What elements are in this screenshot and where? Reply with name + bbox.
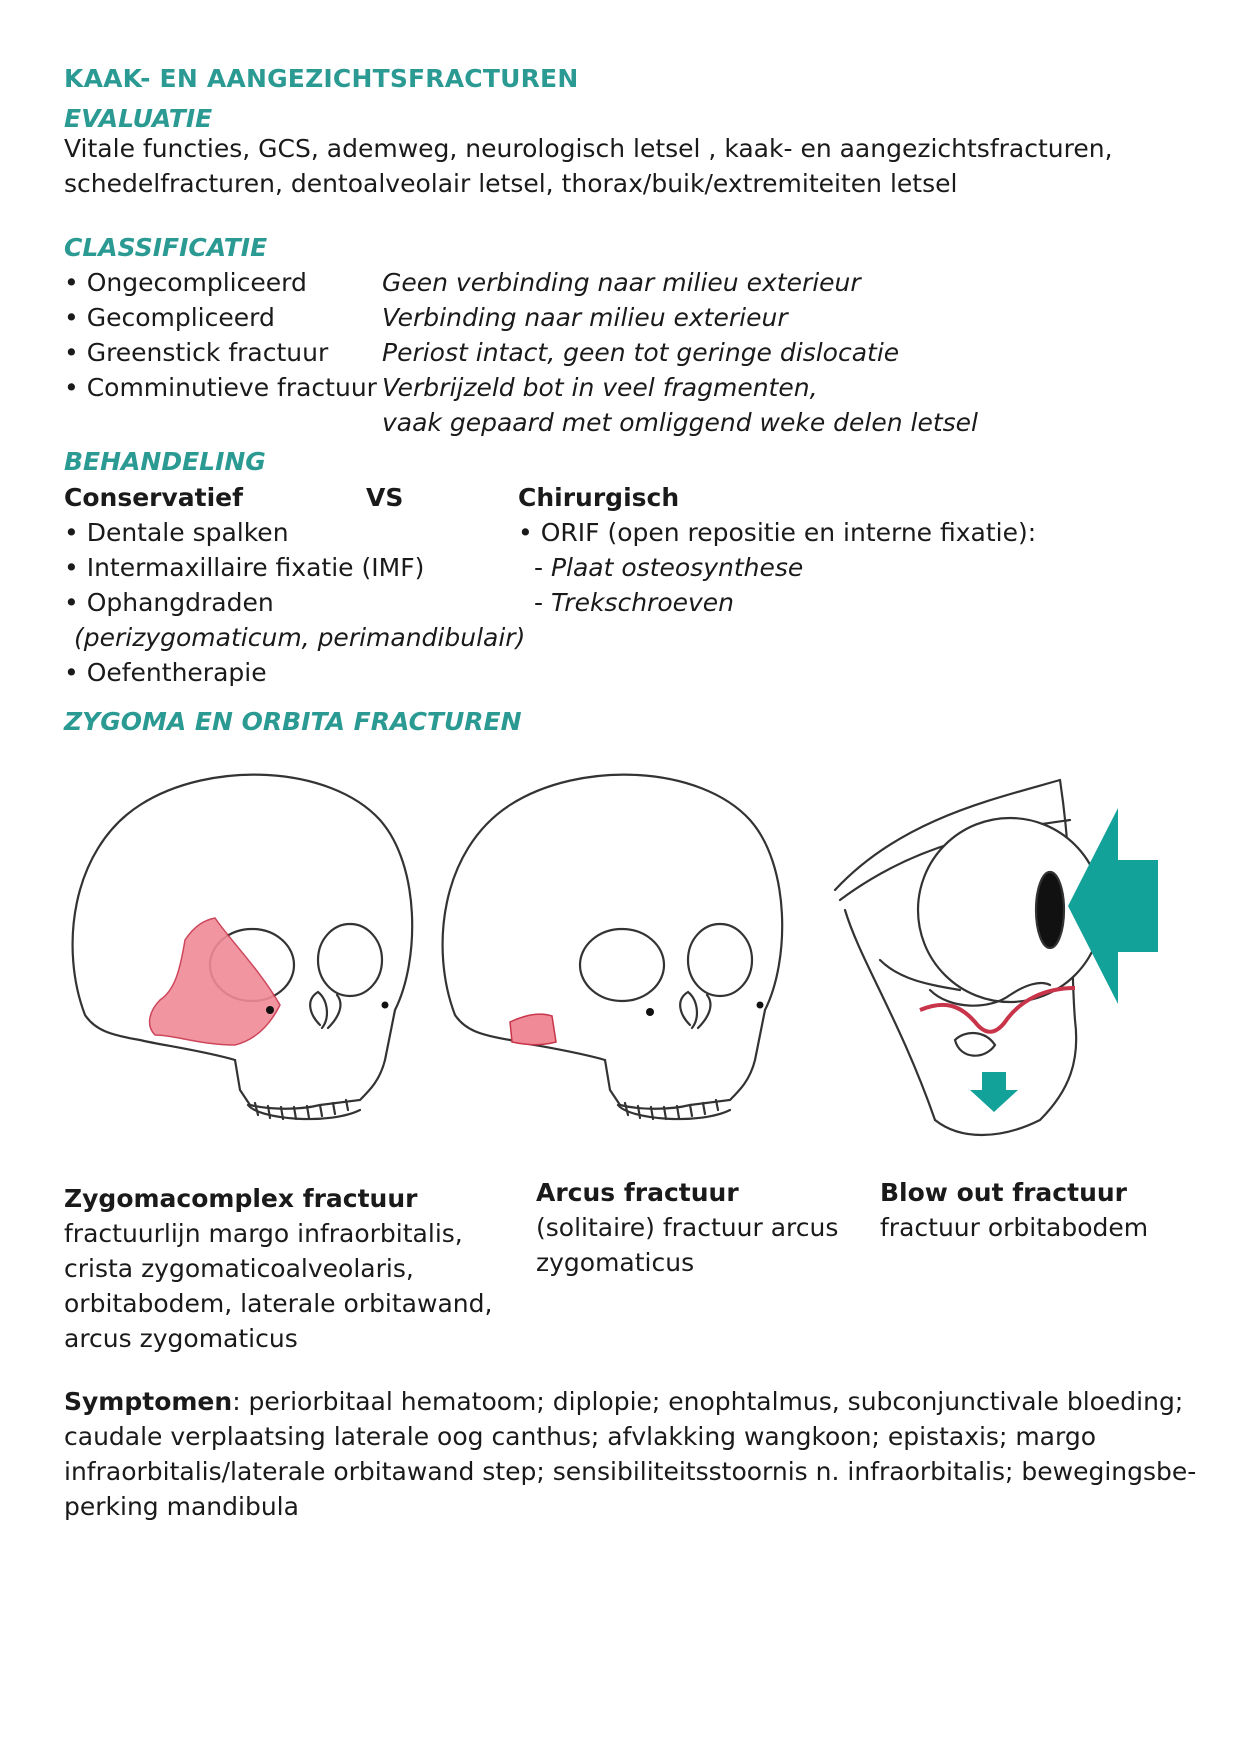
chirurgisch-subitem: - Trekschroeven xyxy=(534,588,735,617)
symptomen-line: caudale verplaatsing laterale oog canthus; afvlakking wangkoon; epistaxis; margo xyxy=(64,1422,1097,1451)
symptomen-line xyxy=(64,1384,1183,1419)
symptomen-line: perking mandibula xyxy=(64,1492,299,1521)
fracture-illustrations xyxy=(0,760,1240,1160)
caption-line: fractuurlijn margo infraorbitalis, xyxy=(64,1219,463,1248)
zygoma-heading: ZYGOMA EN ORBITA FRACTUREN xyxy=(64,707,522,736)
caption-line: zygomaticus xyxy=(536,1248,695,1277)
foramen-dot xyxy=(757,1002,764,1009)
chirurgisch-subitem-text: Plaat osteosynthese xyxy=(550,553,804,582)
vs-label: VS xyxy=(366,483,404,512)
down-arrow-icon xyxy=(970,1072,1018,1112)
caption-title-zygomacomplex: Zygomacomplex fractuur xyxy=(64,1184,418,1213)
classificatie-desc: vaak gepaard met omliggend weke delen letsel xyxy=(382,408,978,437)
chirurgisch-subitem: - Plaat osteosynthese xyxy=(534,553,804,582)
symptomen-line: infraorbitalis/laterale orbitawand step; sensibiliteitsstoornis n. infraorbitalis; bewegingsbe- xyxy=(64,1457,1197,1486)
caption-line: arcus zygomaticus xyxy=(64,1324,298,1353)
infraorbital-foramen-dot xyxy=(266,1006,274,1014)
caption-line: fractuur orbitabodem xyxy=(880,1213,1149,1242)
page-title: KAAK- EN AANGEZICHTSFRACTUREN xyxy=(64,64,579,93)
foramen-dot xyxy=(646,1008,654,1016)
conservatief-title: Conservatief xyxy=(64,483,244,512)
symptomen-text: : periorbitaal hematoom; diplopie; enophtalmus, subconjunctivale bloeding; xyxy=(232,1387,1184,1416)
classificatie-term: • Comminutieve fractuur xyxy=(64,373,377,402)
caption-title-blowout: Blow out fractuur xyxy=(880,1178,1127,1207)
caption-line: orbitabodem, laterale orbitawand, xyxy=(64,1289,493,1318)
arcus-fracture-area xyxy=(510,1014,556,1044)
classificatie-row xyxy=(64,370,818,405)
evaluatie-heading: EVALUATIE xyxy=(64,104,213,133)
classificatie-term: • Gecompliceerd xyxy=(64,303,275,332)
conservatief-item: • Ophangdraden xyxy=(64,588,274,617)
classificatie-desc: Geen verbinding naar milieu exterieur xyxy=(382,268,861,297)
skull-zygomacomplex-illustration xyxy=(73,775,413,1119)
conservatief-item: • Dentale spalken xyxy=(64,518,289,547)
chirurgisch-subitem-text: Trekschroeven xyxy=(550,588,735,617)
evaluatie-line: Vitale functies, GCS, ademweg, neurologisch letsel , kaak- en aangezichtsfracturen, xyxy=(64,134,1113,163)
orbit-blowout-illustration xyxy=(835,780,1102,1135)
evaluatie-line: schedelfracturen, dentoalveolair letsel, thorax/buik/extremiteiten letsel xyxy=(64,169,958,198)
chirurgisch-item: • ORIF (open repositie en interne fixatie): xyxy=(518,518,1037,547)
classificatie-heading: CLASSIFICATIE xyxy=(64,233,268,262)
caption-line: (solitaire) fractuur arcus xyxy=(536,1213,839,1242)
classificatie-term: • Greenstick fractuur xyxy=(64,338,329,367)
conservatief-item: • Oefentherapie xyxy=(64,658,267,687)
behandeling-heading: BEHANDELING xyxy=(64,447,266,476)
classificatie-row xyxy=(64,265,861,300)
classificatie-term: • Ongecompliceerd xyxy=(64,268,307,297)
classificatie-desc: Periost intact, geen tot geringe dislocatie xyxy=(382,338,900,367)
impact-arrow-icon xyxy=(1068,808,1158,1004)
classificatie-desc: Verbinding naar milieu exterieur xyxy=(382,303,788,332)
classificatie-row xyxy=(64,300,788,335)
caption-title-arcus: Arcus fractuur xyxy=(536,1178,739,1207)
classificatie-desc: Verbrijzeld bot in veel fragmenten, xyxy=(382,373,818,402)
symptomen-label: Symptomen xyxy=(64,1387,233,1416)
chirurgisch-title: Chirurgisch xyxy=(518,483,680,512)
conservatief-item: • Intermaxillaire fixatie (IMF) xyxy=(64,553,425,582)
conservatief-item-note: (perizygomaticum, perimandibulair) xyxy=(74,623,526,652)
classificatie-row xyxy=(64,335,899,370)
classificatie-row xyxy=(64,405,978,440)
foramen-dot xyxy=(382,1002,389,1009)
caption-line: crista zygomaticoalveolaris, xyxy=(64,1254,414,1283)
skull-arcus-illustration xyxy=(443,775,783,1119)
